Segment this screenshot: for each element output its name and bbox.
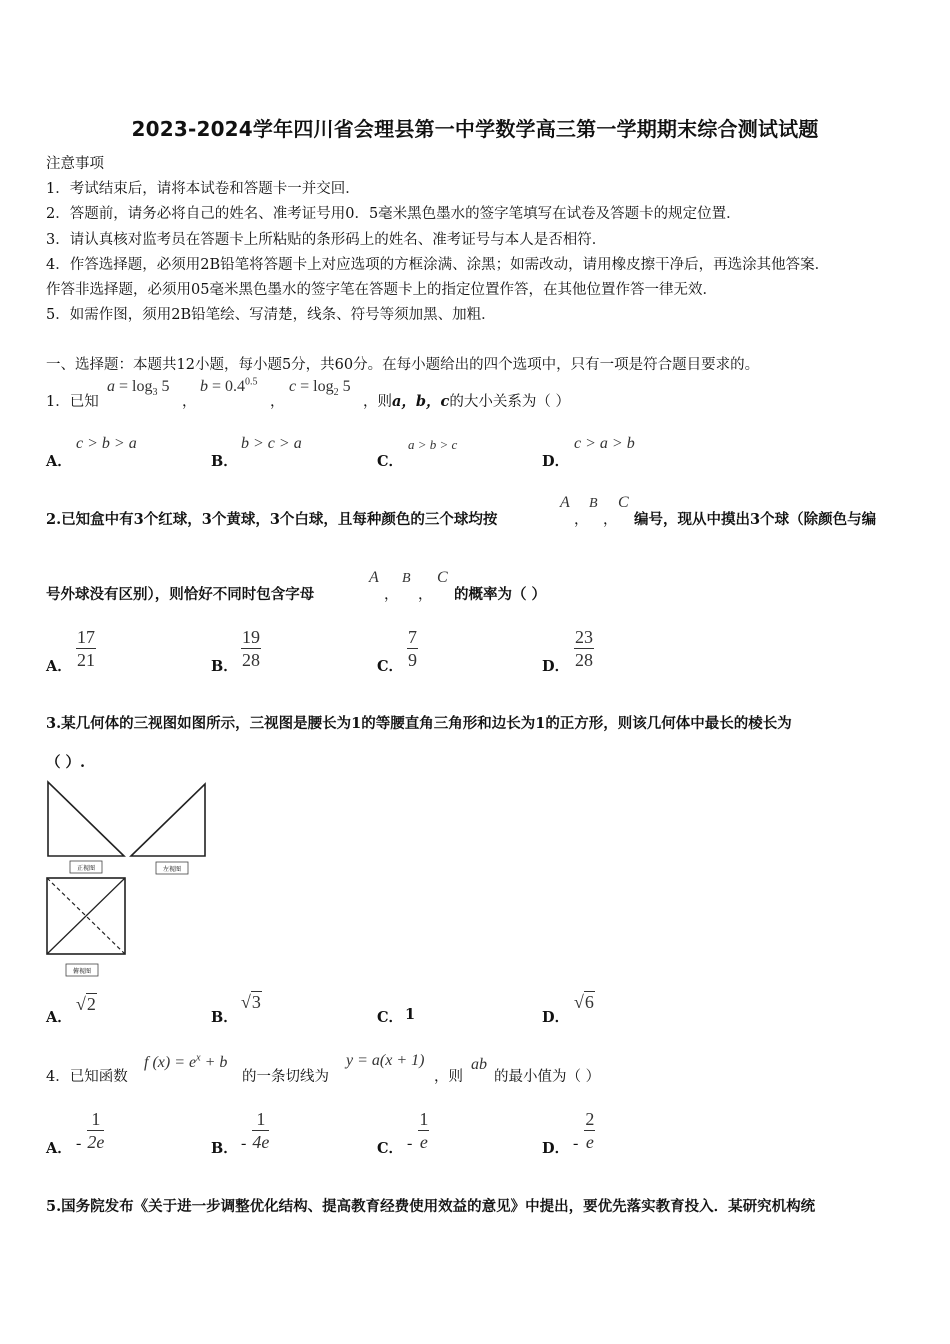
- q3-line2: （ ）.: [46, 754, 86, 771]
- q1-c-rhs: = log: [296, 378, 334, 395]
- q4-option-d-value: [573, 1108, 595, 1153]
- q2-letter-b: B: [589, 496, 598, 511]
- q1-option-d-text: c > a > b: [574, 435, 635, 452]
- q2-option-d-num: 23: [575, 627, 593, 647]
- q4-option-c-sign: -: [407, 1135, 413, 1152]
- q4-option-d-frac: [584, 1108, 595, 1153]
- q3-option-d-value: √6: [574, 992, 594, 1012]
- q2-option-a-label[interactable]: A．: [46, 658, 72, 675]
- section-heading: 一、选择题：本题共12小题，每小题5分，共60分。在每小题给出的四个选项中，只有一项是符合题目要求的。: [46, 357, 760, 373]
- q1-option-a-label[interactable]: A．: [46, 453, 72, 470]
- q3-option-c-label[interactable]: C．: [377, 1009, 404, 1026]
- q5-line1: 5.国务院发布《关于进一步调整优化结构、提高教育经费使用效益的意见》中提出，要优先落实教育投入．某研究机构统: [46, 1198, 816, 1215]
- front-view: [48, 782, 124, 856]
- q2-comma-4: ，: [418, 587, 433, 603]
- q2-option-c-num: 7: [408, 627, 417, 647]
- notice-item-4: 4．作答选择题，必须用2B铅笔将答题卡上对应选项的方框涂满、涂黑；如需改动，请用橡皮擦干净后，再选涂其他答案．: [46, 257, 830, 273]
- q4-option-b-value: [241, 1108, 269, 1153]
- q3-option-c-value: 1: [405, 1006, 416, 1023]
- q4-mid: 的一条切线为: [242, 1069, 329, 1085]
- q1-c-arg: 5: [338, 378, 351, 395]
- q2-letter-c2: C: [437, 569, 448, 586]
- q1-suffix-b: 的大小关系为（ ）: [449, 394, 570, 410]
- q2-letter-b2: B: [402, 571, 411, 586]
- q2-letter-a2: A: [369, 569, 379, 586]
- q3-option-a-radicand: 2: [86, 994, 96, 1014]
- q3-option-d-radicand: 6: [584, 992, 594, 1012]
- q4-func: f (x) = e: [144, 1054, 197, 1071]
- q4-option-b-sign: -: [241, 1135, 247, 1152]
- q2-option-b-label[interactable]: B．: [211, 658, 238, 675]
- top-view-label: 俯视图: [72, 968, 92, 975]
- q2-comma-3: ，: [384, 587, 399, 603]
- q4-function: [144, 1052, 227, 1072]
- q2-option-c-label[interactable]: C．: [377, 658, 404, 675]
- q4-option-b-label[interactable]: B．: [211, 1140, 238, 1157]
- q3-line1: 3.某几何体的三视图如图所示，三视图是腰长为1的等腰直角三角形和边长为1的正方形，则该几何体中最长的棱长为: [46, 715, 792, 732]
- q2-comma-2: ，: [603, 512, 618, 528]
- q1-a-arg: 5: [157, 378, 170, 395]
- notice-item-4b: 作答非选择题，必须用05毫米黑色墨水的签字笔在答题卡上的指定位置作答，在其他位置作答一律无效．: [46, 282, 717, 298]
- q4-option-d-den: e: [585, 1132, 594, 1152]
- page-title: 2023-2024学年四川省会理县第一中学数学高三第一学期期末综合测试试题: [131, 117, 819, 141]
- q2-line2-b: 的概率为（ ）: [454, 586, 547, 603]
- q1-a-lhs: a: [107, 378, 115, 395]
- q1-option-a-text: c > b > a: [76, 435, 137, 452]
- q1-a-rhs: = log: [115, 378, 153, 395]
- q1-sep-1: ，: [182, 394, 197, 410]
- q3-option-d-label[interactable]: D．: [542, 1009, 570, 1026]
- q1-expr-b: [200, 376, 258, 396]
- q1-prefix: 1．已知: [46, 394, 99, 410]
- q4-option-d-num: 2: [585, 1109, 595, 1129]
- q1-option-d-label[interactable]: D．: [542, 453, 570, 470]
- q2-option-a-frac: [76, 626, 96, 671]
- q1-stem: [46, 390, 99, 411]
- top-view: [47, 878, 125, 954]
- q4-func-exp: x: [196, 1052, 201, 1064]
- notice-item-5: 5．如需作图，须用2B铅笔绘、写清楚，线条、符号等须加黑、加粗．: [46, 307, 496, 323]
- q4-suffix-b: 的最小值为（ ）: [494, 1069, 601, 1085]
- q2-comma-1: ，: [574, 512, 589, 528]
- q4-option-d-label[interactable]: D．: [542, 1140, 570, 1157]
- q2-line2-a: 号外球没有区别），则恰好不同时包含字母: [46, 586, 315, 603]
- q4-option-c-num: 1: [419, 1109, 429, 1129]
- q1-c-lhs: c: [289, 378, 297, 395]
- q2-option-a-den: 21: [77, 650, 95, 670]
- q1-a-base: 3: [152, 387, 158, 399]
- q4-prefix: 4．已知函数: [46, 1069, 128, 1085]
- notice-item-1: 1．考试结束后，请将本试卷和答题卡一并交回．: [46, 181, 360, 197]
- q4-option-b-den: 4e: [252, 1132, 270, 1152]
- q3-option-a-value: √2: [76, 994, 96, 1014]
- q4-option-c-value: [407, 1108, 429, 1153]
- q2-option-b-frac: [241, 626, 261, 671]
- q4-option-a-sign: -: [76, 1135, 82, 1152]
- q2-option-c-frac: [407, 626, 418, 671]
- q4-option-c-frac: [418, 1108, 429, 1153]
- q4-option-a-label[interactable]: A．: [46, 1140, 72, 1157]
- q1-b-lhs: b: [200, 378, 208, 395]
- q2-option-a-num: 17: [77, 627, 95, 647]
- q2-option-c-den: 9: [408, 650, 417, 670]
- q3-option-b-value: √3: [241, 992, 261, 1012]
- q2-option-d-frac: [574, 626, 594, 671]
- q4-option-a-value: [76, 1108, 104, 1153]
- q1-b-exp: 0.5: [245, 376, 258, 388]
- q4-func-tail: + b: [200, 1054, 228, 1071]
- q4-option-b-frac: [252, 1108, 269, 1153]
- q2-option-b-den: 28: [242, 650, 260, 670]
- q1-expr-a: [107, 376, 169, 398]
- q1-vars: a，b，c: [392, 393, 450, 410]
- q1-option-c-text: a > b > c: [408, 437, 458, 452]
- q3-option-b-radicand: 3: [251, 992, 261, 1012]
- q4-option-b-num: 1: [252, 1108, 269, 1131]
- q4-option-c-label[interactable]: C．: [377, 1140, 404, 1157]
- q2-letter-c: C: [618, 494, 629, 511]
- q2-letter-a: A: [560, 494, 570, 511]
- q1-option-b-label[interactable]: B．: [211, 453, 238, 470]
- q2-option-d-label[interactable]: D．: [542, 658, 570, 675]
- q4-ab: ab: [471, 1056, 487, 1073]
- q4-option-a-num: 1: [87, 1108, 104, 1131]
- q1-option-b-text: b > c > a: [241, 435, 302, 452]
- q4-suffix-a: ，则: [434, 1069, 463, 1085]
- q2-option-d-den: 28: [575, 650, 593, 670]
- side-view: [131, 784, 205, 856]
- q4-option-d-sign: -: [573, 1135, 579, 1152]
- q2-line1-b: 编号，现从中摸出3个球（除颜色与编: [634, 511, 877, 528]
- q4-option-a-den: 2e: [87, 1132, 105, 1152]
- q2-option-b-num: 19: [242, 627, 260, 647]
- notice-item-2: 2．答题前，请务必将自己的姓名、准考证号用0．5毫米黑色墨水的签字笔填写在试卷及答题卡的规定位置．: [46, 206, 741, 222]
- q1-c-base: 2: [333, 387, 339, 399]
- three-view-figure: [44, 780, 214, 980]
- notice-item-3: 3．请认真核对监考员在答题卡上所粘贴的条形码上的姓名、准考证号与本人是否相符．: [46, 232, 607, 248]
- q4-option-a-frac: [87, 1108, 104, 1153]
- q1-sep-2: ，: [270, 394, 285, 410]
- notice-heading: 注意事项: [46, 156, 104, 172]
- side-view-label: 左视图: [162, 866, 182, 873]
- q1-suffix-a: ，则: [363, 394, 392, 410]
- q1-expr-c: [289, 376, 351, 398]
- q1-stem-tail: [363, 390, 570, 411]
- q1-option-c-label[interactable]: C．: [377, 453, 404, 470]
- front-view-label: 正视图: [76, 865, 96, 872]
- q4-tangent-line: y = a(x + 1): [346, 1052, 425, 1069]
- q4-option-c-den: e: [419, 1132, 428, 1152]
- q1-b-rhs: = 0.4: [208, 378, 246, 395]
- q2-line1-a: 2.已知盒中有3个红球，3个黄球，3个白球，且每种颜色的三个球均按: [46, 511, 498, 528]
- q3-option-a-label[interactable]: A．: [46, 1009, 72, 1026]
- q3-option-b-label[interactable]: B．: [211, 1009, 238, 1026]
